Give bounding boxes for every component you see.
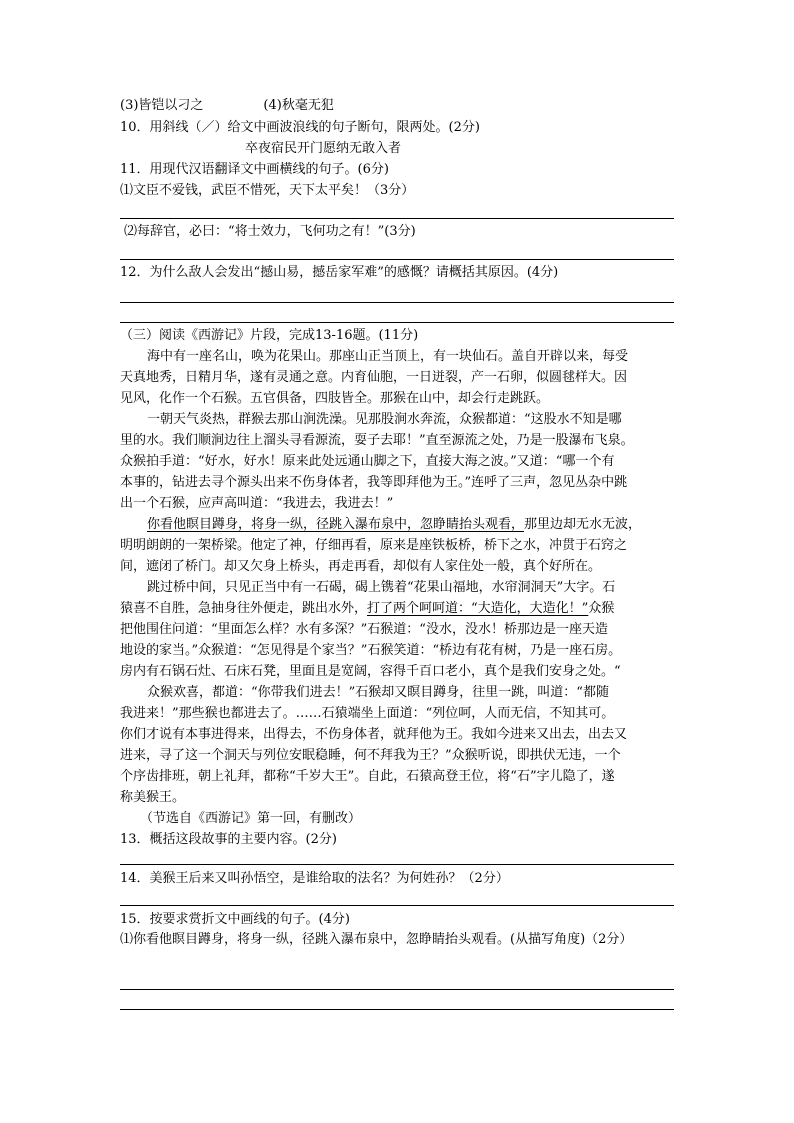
question-13: 13．概括这段故事的主要内容。(2分): [120, 832, 337, 847]
passage-line: 出一个石猴，应声高叫道：“我进去，我进去！”: [120, 496, 394, 511]
passage-line: 海中有一座名山，唤为花果山。那座山正当顶上，有一块仙石。盖自开辟以来，每受: [147, 349, 629, 364]
answer-line: [120, 989, 674, 990]
question-11-2: ⑵每辞官，必曰：“将士效力，飞何功之有！”(3分): [124, 224, 416, 239]
section-3-title: （三）阅读《西游记》片段，完成13-16题。(11分): [120, 328, 419, 343]
passage-line: 房内有石锅石灶、石床石凳，里面且是宽阔，容得千百口老小，真个是我们安身之处。“: [120, 664, 621, 679]
answer-line: [120, 322, 674, 323]
passage-line: 猿喜不自胜，急抽身往外便走，跳出水外，打了两个呵呵道：“大造化，大造化！”众猴: [120, 601, 615, 616]
question-12: 12．为什么敌人会发出“撼山易，撼岳家军难”的感慨？请概括其原因。(4分): [120, 265, 559, 280]
passage-line: 见风，化作一个石猴。五官俱备，四肢皆全。那猴在山中，却会行走跳跃。: [120, 391, 550, 406]
passage-source: （节选自《西游记》第一回，有删改）: [140, 811, 362, 826]
question-11-1: ⑴文臣不爱钱，武臣不惜死，天下太平矣！（3分）: [120, 183, 415, 198]
answer-line: [120, 259, 674, 260]
passage-line: 一朝天气炎热，群猴去那山涧洗澡。见那股涧水奔流，众猴都道：“这股水不知是哪: [147, 412, 622, 427]
answer-line: [120, 1009, 674, 1010]
question-14: 14．美猴王后来又叫孙悟空，是谁给取的法名？为何姓孙？（2分）: [120, 871, 509, 886]
underlined-sentence: 打了两个呵呵道：“大造化，大造化！”: [367, 601, 589, 616]
option-line: [120, 98, 334, 114]
passage-line: 你看他瞑目蹲身，将身一纵，径跳入瀑布泉中，忽睁睛抬头观看，那里边却无水无波，: [147, 517, 642, 532]
q10-sentence: 卒夜宿民开门愿纳无敢入者: [245, 141, 402, 156]
passage-line: 天真地秀，日精月华，遂有灵通之意。内育仙胞，一日迸裂，产一石卵，似圆毬样大。因: [120, 370, 628, 385]
question-15-1: ⑴你看他瞑目蹲身，将身一纵，径跳入瀑布泉中，忽睁睛抬头观看。(从描写角度)（2分）: [120, 932, 633, 947]
passage-line: 明明朗朗的一架桥梁。他定了神，仔细再看，原来是座铁板桥，桥下之水，冲贯于石窍之: [120, 538, 628, 553]
passage-line: 众猴拍手道：“好水，好水！原来此处远通山脚之下，直接大海之波。”又道：“哪一个有: [120, 454, 615, 469]
passage-line: 众猴欢喜，都道：“你带我们进去！”石猴却又瞑目蹲身，往里一跳，叫道：“都随: [147, 685, 609, 700]
passage-line: 地设的家当。”众猴道：“怎见得是个家当？”石猴笑道：“桥边有花有树，乃是一座石房。: [120, 643, 622, 658]
passage-line: 里的水。我们顺涧边往上溜头寻看源流，耍子去耶！”直至源流之处，乃是一股瀑布飞泉。: [120, 433, 634, 448]
answer-line: [120, 218, 674, 219]
question-15: 15．按要求赏折文中画线的句子。(4分): [120, 912, 350, 927]
option-3: (3)皆铠以刁之: [120, 98, 204, 113]
passage-line: 称美猴王。: [120, 790, 186, 805]
answer-line: [120, 864, 674, 865]
question-11: 11．用现代汉语翻译文中画横线的句子。(6分): [120, 162, 389, 177]
answer-line: [120, 905, 674, 906]
passage-line: 个序齿排班，朝上礼拜，都称“千岁大王”。自此，石猿高登王位，将“石”字儿隐了，遂: [120, 769, 615, 784]
option-4: (4)秋毫无犯: [263, 98, 334, 113]
passage-line: 我进来！”那些猴也都进去了。……石猿端坐上面道：“列位呵，人而无信，不知其可。: [120, 706, 615, 721]
passage-line: 跳过桥中间，只见正当中有一石碣，碣上镌着“花果山福地，水帘洞洞天”大字。石: [147, 580, 616, 595]
passage-line: 你们才说有本事进得来，出得去，不伤身体者，就拜他为王。我如今进来又出去，出去又: [120, 727, 628, 742]
passage-line: 间，遮闭了桥门。却又欠身上桥头，再走再看，却似有人家住处一般，真个好所在。: [120, 559, 602, 574]
passage-line: 本事的，钻进去寻个源头出来不伤身体者，我等即拜他为王。”连呼了三声，忽见丛杂中跳: [120, 475, 628, 490]
answer-line: [120, 302, 674, 303]
passage-line: 把他围住问道：“里面怎么样？水有多深？”石猴道：“没水，没水！桥那边是一座天造: [120, 622, 608, 637]
passage-line: 进来，寻了这一个洞天与列位安眠稳睡，何不拜我为王？”众猴听说，即拱伏无违，一个: [120, 748, 621, 763]
underlined-sentence: 你看他瞑目蹲身，将身一纵，径跳入瀑布泉中，忽睁睛抬头观看，: [147, 517, 525, 532]
question-10: 10．用斜线（／）给文中画波浪线的句子断句，限两处。(2分): [120, 120, 480, 135]
